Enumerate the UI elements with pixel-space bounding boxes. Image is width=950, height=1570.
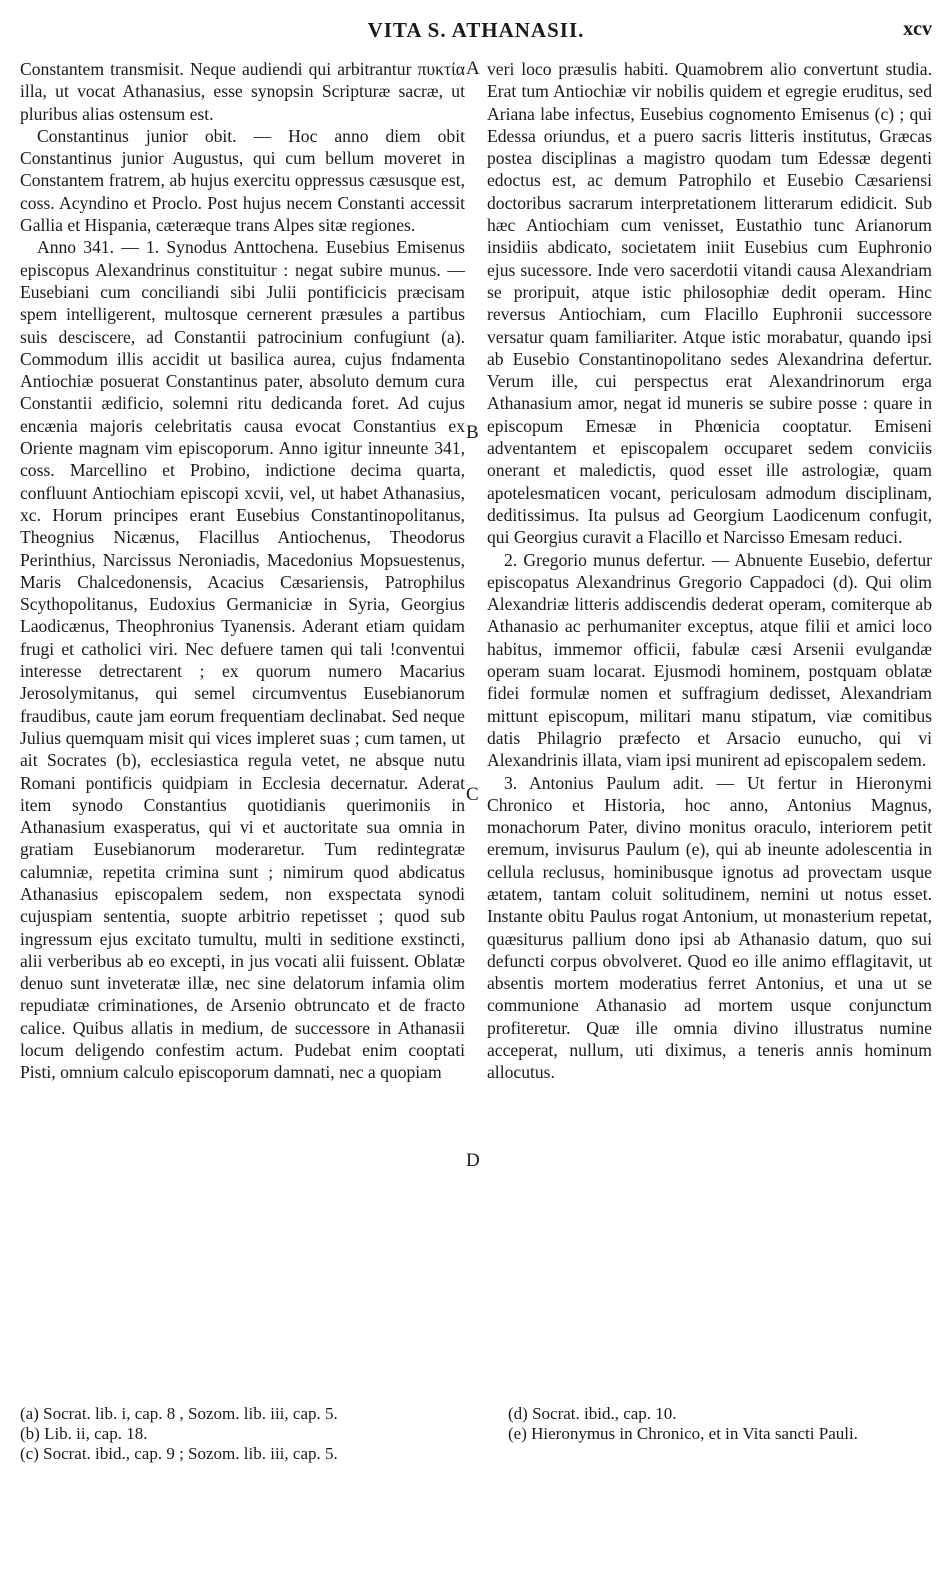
paragraph: 3. Antonius Paulum adit. — Ut fertur in Hieronymi Chronico et Historia, hoc anno, Antonius Magnus, monachorum Pater, divino monitus oraculo, interiorem petit eremum, invisurus Paulum (e), qui ab ineunte adolescentia in cellula reclusus, hominibusque ignotus ad provectam usque ætatem, tantam coluit solitudinem, nemini ut notus esset. Instante obitu Paulus rogat Antonium, ut monasterium repetat, quæsiturus pallium dono ipsi ab Athanasio datum, quo sui defuncti corpus obvolveret. Quod eo ille animo efflagitavit, ut absentis mortem moderatius ferret Antonius, et una ut se communione Athanasio ad mortem usque conjunctum profiteretur. Quæ ille omnia divino illustratus numine acceperat, nullum, uti diximus, a teneris annis hominum allocutus. xyxy=(487,772,932,1083)
footnote: (a) Socrat. lib. i, cap. 8 , Sozom. lib. iii, cap. 5. xyxy=(20,1404,338,1423)
paragraph: Constantem transmisit. Neque audiendi qui arbitrantur πυκτία illa, ut vocat Athanasius, esse synopsin Scripturæ sacræ, ut pluribus alias ostensum est. xyxy=(20,59,465,124)
margin-marker: C xyxy=(466,784,479,805)
page-number: xcv xyxy=(903,18,932,40)
margin-marker: D xyxy=(466,1150,480,1171)
paragraph: veri loco præsulis habiti. Quamobrem alio convertunt studia. Erat tum Antiochiæ vir nobilis quidem et egregie eruditus, sed Ariana labe infectus, Eusebius cognomento Emisenus (c) ; qui Edessa oriundus, et a puero sacris litteris institutus, Græcas postea disciplinas a magistro quodam tum Edessæ degenti edoctus est, ac demum Patrophilo et Eusebio Cæsariensi doctoribus sacrarum interpretationem litterarum edidicit. Sub hæc Antiochiam cum venisset, Eustathio tunc Arianorum insidiis abdicato, societatem iniit Eusebius cum Euphronio ejus sucessore. Inde vero sacerdotii vitandi causa Alexandriam se proripuit, atque istic philosophiæ dedit operam. Hinc reversus Antiochiam, cum Flacillo Euphronii successore versatur quam familiariter. Atque istic morabatur, quando ipsi ab Eusebio Constantinopolitano sedes Alexandrina defertur. Verum ille, cui perspectus erat Alexandrinorum erga Athanasium amor, negat id muneris se subire posse : quare in episcopum Emesæ in Phœnicia cooptatur. Emiseni adventantem et episcopalem occuparet sedem conviciis onerant et maledictis, quod esset ille astrologiæ, quam apotelesmaticen vocant, periculosam admodum disciplinam, deditissimus. Ita pulsus ad Georgium Laodicenum confugit, qui Georgius curavit a Flacillo et Narcisso Emesam reduci. xyxy=(487,59,932,548)
paragraph: 2. Gregorio munus defertur. — Abnuente Eusebio, defertur episcopatus Alexandrinus Gregorio Cappadoci (d). Qui olim Alexandriæ litteris addiscendis dederat operam, comiterque ab Athanasio ac perhumaniter exceptus, atque filii et amici loco habitus, immemor officii, fabulæ cæsi Arsenii evulgandæ operam suam locarat. Ejusmodi hominem, postquam oblatæ fidei formulæ nomen et suffragium dedisset, Alexandriam mittunt episcopum, militari manu stipatum, viæ comitibus datis Philagrio præfecto et Arsacio eunucho, qui vi Alexandrinis illata, viam ipsi munirent ad episcopalem sedem. xyxy=(487,549,932,771)
footnotes-right xyxy=(508,1404,928,1444)
footnote: (c) Socrat. ibid., cap. 9 ; Sozom. lib. iii, cap. 5. xyxy=(20,1444,338,1463)
running-title: VITA S. ATHANASII. xyxy=(367,18,585,42)
footnotes-left xyxy=(20,1404,465,1464)
right-column xyxy=(487,58,932,1084)
left-column xyxy=(20,58,465,1084)
margin-marker: B xyxy=(466,422,479,443)
footnote: (b) Lib. ii, cap. 18. xyxy=(20,1424,148,1443)
paragraph: Constantinus junior obit. — Hoc anno diem obit Constantinus junior Augustus, qui cum bellum moveret in Constantem fratrem, ab hujus exercitu oppressus cæsusque est, coss. Acyndino et Proclo. Post hujus necem Constanti accessit Gallia et Hispania, cæteræque trans Alpes sitæ regiones. xyxy=(20,125,465,236)
footnote: (d) Socrat. ibid., cap. 10. xyxy=(508,1404,677,1423)
footnote: (e) Hieronymus in Chronico, et in Vita sancti Pauli. xyxy=(508,1424,858,1443)
margin-marker: A xyxy=(466,58,480,79)
paragraph: Anno 341. — 1. Synodus Anttochena. Eusebius Emisenus episcopus Alexandrinus constituitur : negat subire munus. — Eusebiani cum conciliandi sibi Julii pontificicis præcisam spem intelligerent, multosque cernerent præsules a partibus suis desciscere, ad Constantii patrocinium confugiunt (a). Commodum illis accidit ut basilica aurea, cujus fndamenta Antiochiæ posuerat Constantinus pater, absoluto demum cura Constantii ædificio, solemni ritu dedicanda foret. Ad cujus encænia majoris celebritatis causa evocat Constantius ex Oriente magnam vim episcoporum. Anno igitur inneunte 341, coss. Marcellino et Probino, indictione decima quarta, confluunt Antiochiam episcopi xcvii, vel, ut habet Athanasius, xc. Horum principes erant Eusebius Constantinopolitanus, Theognius Nicænus, Flacillus Antiochenus, Theodorus Perinthius, Narcissus Neroniadis, Macedonius Mopsuestenus, Maris Chalcedonensis, Acacius Cæsariensis, Patrophilus Scythopolitanus, Eudoxius Germaniciæ in Syria, Georgius Laodicænus, Theophronius Tyanensis. Aderant etiam quidam frugi et catholici viri. Nec defuere tamen qui tali !conventui interesse detrectarent ; ex quorum numero Macarius Jerosolymitanus, qui semel circumventus Eusebianorum fraudibus, caute jam eorum frequentiam declinabat. Sed neque Julius quemquam misit qui vices impleret suas ; cum tamen, ut ait Socrates (b), ecclesiastica regula vetet, ne absque nutu Romani pontificis quidpiam in Ecclesia decernatur. Aderat item synodo Constantius quotidianis querimoniis in Athanasium exasperatus, qui vi et auctoritate sua omnia in gratiam Eusebianorum moderaretur. Tum redintegratæ calumniæ, repetita crimina sunt ; nimirum quod abdicatus Athanasius episcopalem sedem, non exspectata synodi cujuspiam sententia, suopte arbitrio repetisset ; quod sub ingressum ejus excitato tumultu, multi in seditione exstincti, alii verberibus ab eo excepti, in jus vocati alii fuissent. Oblatæ denuo sunt inveteratæ illæ, nec sine delatorum infamia olim repudiatæ criminationes, de Arsenio obtruncato et de fracto calice. Quibus allatis in medium, de successore in Athanasii locum deligendo confestim actum. Pudebat enim cooptati Pisti, omnium calculo episcoporum damnati, nec a quopiam xyxy=(20,237,465,1083)
running-header xyxy=(20,16,932,46)
